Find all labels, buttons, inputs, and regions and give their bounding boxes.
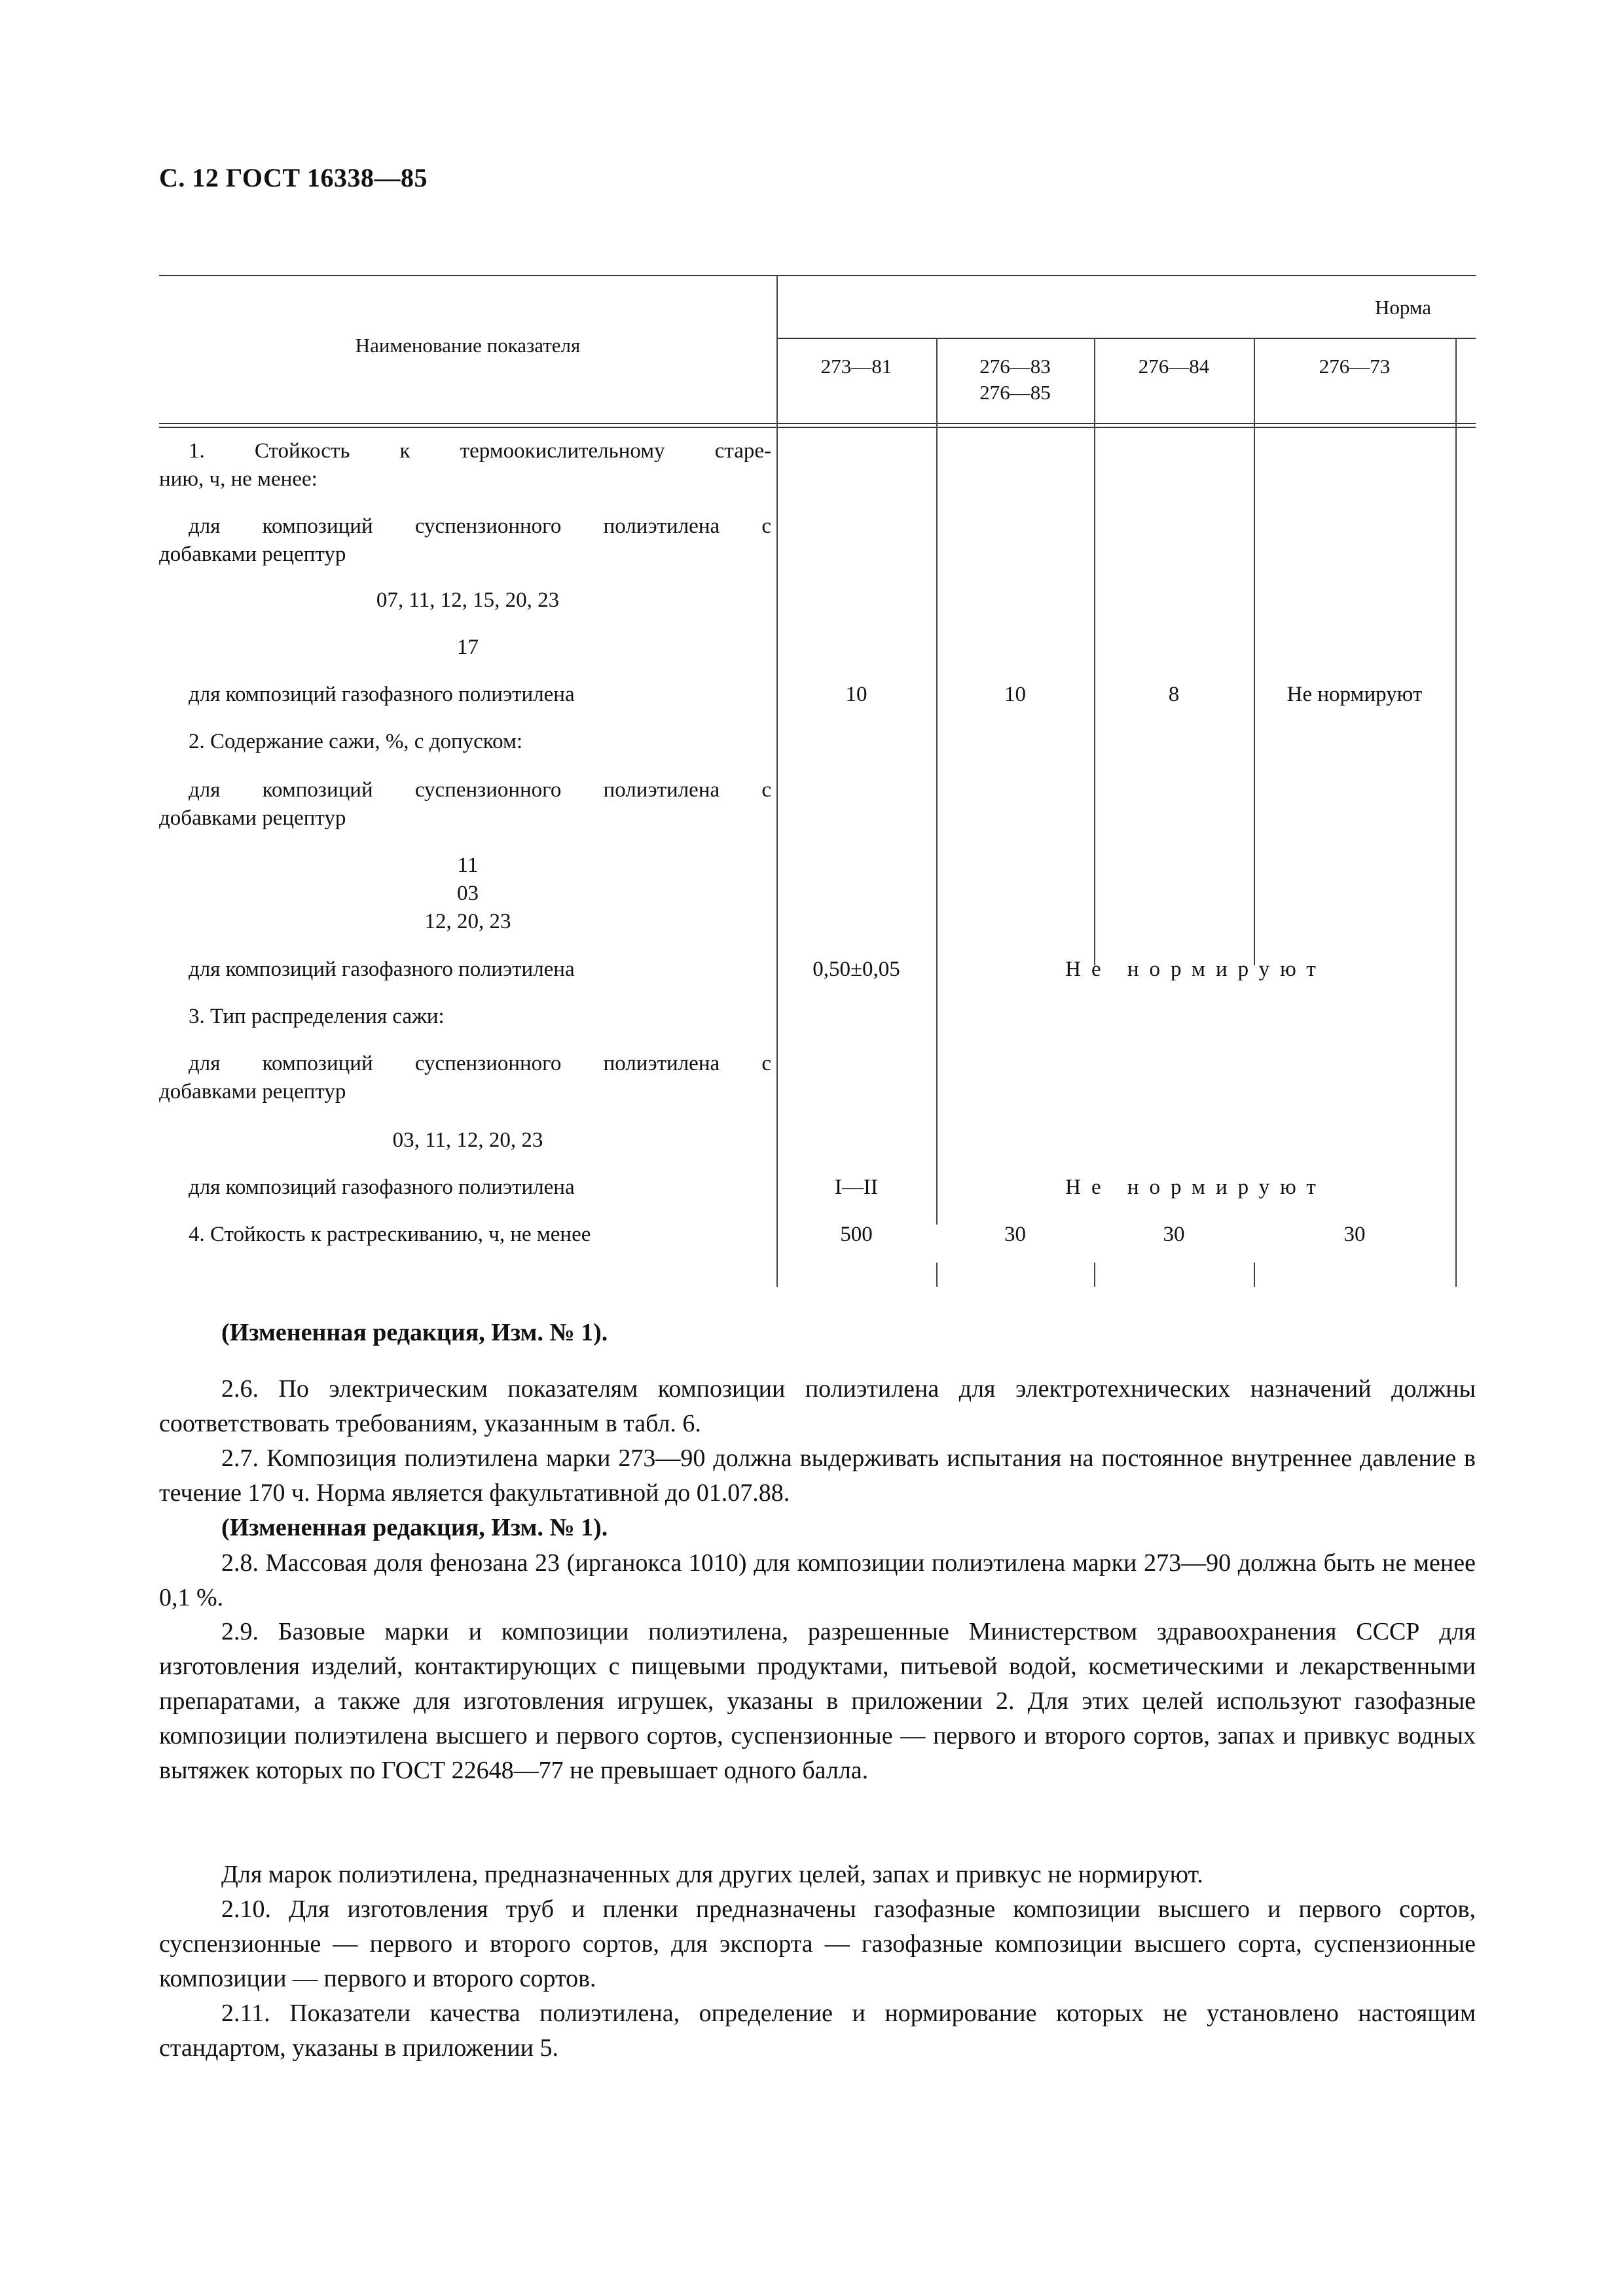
row2-recipes-3: 12, 20, 23	[424, 910, 511, 933]
row3-susp-line1: для композиций суспензионного полиэтилена с	[189, 1052, 771, 1075]
paragraph-2-6: 2.6. По электрическим показателям композиции полиэтилена для электротехнических назначений должны соответствовать требованиям, указанным в табл. 6.	[159, 1375, 1476, 1437]
row2-recipes-1: 11	[457, 853, 479, 877]
row1-gas-276-83: 10	[1004, 683, 1026, 706]
column-276-83-85	[936, 353, 1094, 406]
header-bottom-rule	[159, 423, 1476, 424]
row1-gas-273-81: 10	[845, 683, 867, 706]
row1-recipes-1: 07, 11, 12, 15, 20, 23	[376, 588, 560, 612]
col-divider-1	[936, 338, 938, 1225]
paragraph-2-9: 2.9. Базовые марки и композиции полиэтилена, разрешенные Министерством здравоохранения СССР для изготовления изделий, контактирующих с пищевыми продуктами, питьевой водой, косметическими и лекарственными препаратами, а также для изготовления игрушек, указаны в приложении 2. Для этих целей используют газофазные композиции полиэтилена высшего и первого сортов, суспензионные — первого и второго сортов, запах и привкус водных вытяжек которых по ГОСТ 22648—77 не превышает одного балла.	[159, 1618, 1476, 1784]
row1-recipes-2: 17	[457, 636, 479, 659]
row3-susp-line2: добавками рецептур	[159, 1080, 346, 1103]
paragraph-2-11: 2.11. Показатели качества полиэтилена, определение и нормирование которых не установлено настоящим стандартом, указаны в приложении 5.	[159, 2000, 1476, 2062]
row2-title: 2. Содержание сажи, %, с допуском:	[189, 730, 523, 753]
row4-276-73: 30	[1343, 1223, 1366, 1246]
column-276-73: 276—73	[1319, 355, 1391, 378]
header-bottom-rule-2	[159, 427, 1476, 428]
row3-gas-273-81: I—II	[835, 1175, 878, 1199]
row1-gas-276-84: 8	[1168, 683, 1180, 706]
row4-276-83: 30	[1004, 1223, 1026, 1246]
row2-recipes-2: 03	[457, 882, 479, 905]
col-divider-name	[776, 275, 778, 1287]
row4-273-81: 500	[840, 1223, 873, 1246]
row2-gas-label: для композиций газофазного полиэтилена	[189, 958, 575, 981]
row2-susp-line1: для композиций суспензионного полиэтилена с	[189, 778, 771, 802]
row3-recipes-1: 03, 11, 12, 20, 23	[392, 1128, 543, 1152]
row3-title: 3. Тип распределения сажи:	[189, 1005, 445, 1028]
column-276-83: 276—83	[979, 355, 1051, 378]
col-divider-1b	[936, 1263, 938, 1287]
header-norm: Норма	[1374, 296, 1432, 319]
row2-gas-273-81: 0,50±0,05	[812, 958, 900, 981]
paragraph-2-9-note: Для марок полиэтилена, предназначенных для других целей, запах и привкус не нормируют.	[221, 1861, 1203, 1888]
col-divider-2	[1094, 338, 1095, 965]
column-273-81: 273—81	[820, 355, 892, 378]
paragraph-2-10: 2.10. Для изготовления труб и пленки предназначены газофазные композиции высшего и первого сортов, суспензионные — первого и второго сортов, для экспорта — газофазные композиции высшего сорта, суспензионные композиции — первого и второго сортов.	[159, 1895, 1476, 1992]
row1-gas-label: для композиций газофазного полиэтилена	[189, 683, 575, 706]
header-name: Наименование показателя	[355, 334, 581, 357]
row2-susp-line2: добавками рецептур	[159, 806, 346, 830]
row1-susp-line1: для композиций суспензионного полиэтилена с	[189, 514, 771, 538]
row1-title-line1: 1. Стойкость к термоокислительному старе-	[189, 439, 771, 463]
paragraph-2-8: 2.8. Массовая доля фенозана 23 (ирганокса 1010) для композиции полиэтилена марки 273—90 должна быть не менее 0,1 %.	[159, 1549, 1476, 1611]
paragraph-2-7: 2.7. Композиция полиэтилена марки 273—90 должна выдерживать испытания на постоянное внутреннее давление в течение 170 ч. Норма является факультативной до 01.07.88.	[159, 1444, 1476, 1507]
page-header: С. 12 ГОСТ 16338—85	[159, 163, 428, 192]
row1-title-line2: нию, ч, не менее:	[159, 467, 318, 491]
table-top-rule	[159, 275, 1476, 276]
edit-note-1: (Измененная редакция, Изм. № 1).	[221, 1319, 608, 1346]
row4-276-84: 30	[1163, 1223, 1185, 1246]
row2-gas-not-normed: Не нормируют	[1065, 958, 1326, 981]
row3-gas-label: для композиций газофазного полиэтилена	[189, 1175, 575, 1199]
col-divider-3	[1254, 338, 1255, 965]
norms-table	[159, 275, 1476, 1296]
row1-gas-276-73: Не нормируют	[1286, 683, 1423, 706]
col-divider-2b	[1094, 1263, 1095, 1287]
edit-note-2: (Измененная редакция, Изм. № 1).	[221, 1514, 608, 1541]
col-divider-4	[1455, 338, 1457, 1287]
col-divider-3b	[1254, 1263, 1255, 1287]
row1-susp-line2: добавками рецептур	[159, 543, 346, 566]
column-276-84: 276—84	[1138, 355, 1210, 378]
norm-subheader-rule	[776, 338, 1476, 339]
column-276-85: 276—85	[979, 381, 1051, 404]
row3-gas-not-normed: Не нормируют	[1065, 1175, 1326, 1199]
row4-title: 4. Стойкость к растрескиванию, ч, не менее	[189, 1223, 591, 1246]
